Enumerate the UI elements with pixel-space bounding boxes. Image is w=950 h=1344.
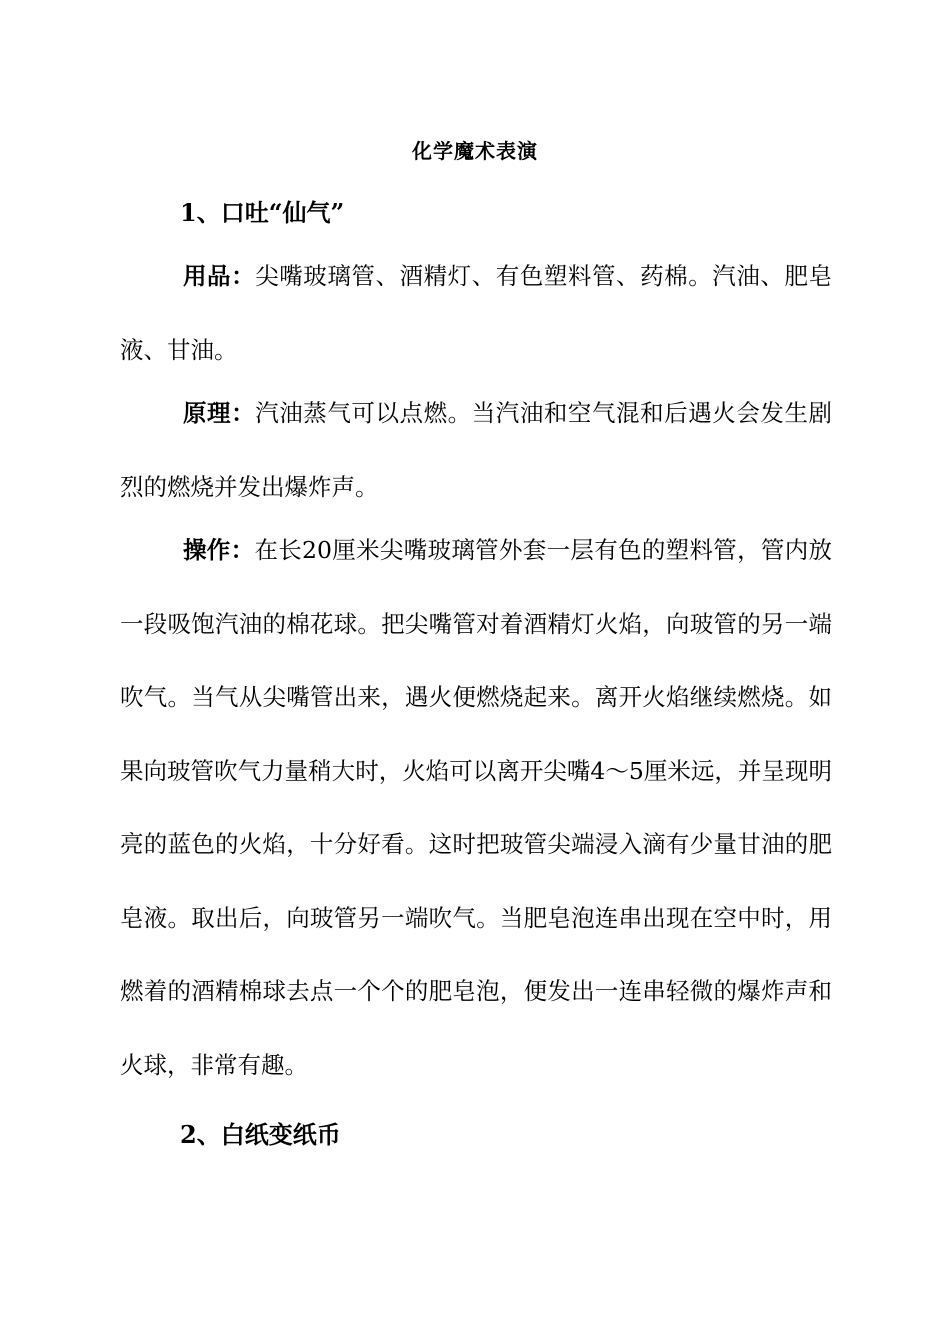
operation-label: 操作： <box>183 536 255 564</box>
document-title: 化学魔术表演 <box>412 139 538 163</box>
section-2-heading: 2、白纸变纸币 <box>180 1120 341 1149</box>
principle-text: 汽油蒸气可以点燃。当汽油和空气混和后遇火会发生剧烈的燃烧并发出爆炸声。 <box>120 399 833 501</box>
supplies-text: 尖嘴玻璃管、酒精灯、有色塑料管、药棉。汽油、肥皂液、甘油。 <box>120 262 833 364</box>
operation-paragraph <box>120 514 832 1102</box>
section-1-heading: 1、口吐“仙气” <box>180 198 345 227</box>
operation-text: 在长20厘米尖嘴玻璃管外套一层有色的塑料管，管内放一段吸饱汽油的棉花球。把尖嘴管对着酒精灯火焰，向玻管的另一端吹气。当气从尖嘴管出来，遇火便燃烧起来。离开火焰继续燃烧。如果向玻管吹气力量稍大时，火焰可以离开尖嘴4～5厘米远，并呈现明亮的蓝色的火焰，十分好看。这时把玻管尖端浸入滴有少量甘油的肥皂液。取出后，向玻管另一端吹气。当肥皂泡连串出现在空中时，用燃着的酒精棉球去点一个个的肥皂泡，便发出一连串轻微的爆炸声和火球，非常有趣。 <box>120 536 832 1079</box>
supplies-paragraph <box>120 240 832 387</box>
principle-label: 原理： <box>183 399 256 427</box>
supplies-label: 用品： <box>183 262 256 290</box>
principle-paragraph <box>120 377 832 524</box>
